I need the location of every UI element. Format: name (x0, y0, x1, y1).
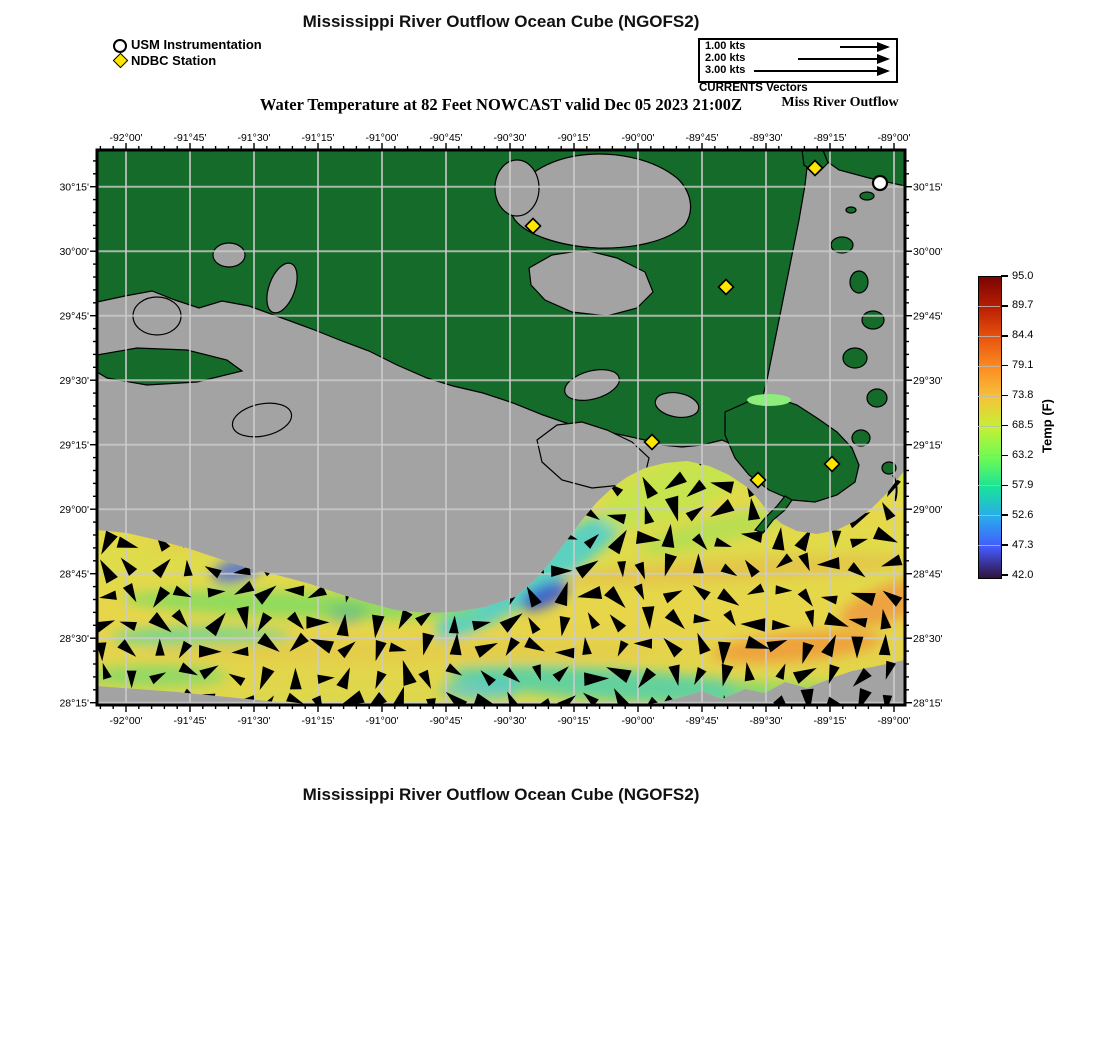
colorbar-tick-label: 73.8 (1012, 389, 1034, 402)
y-tick-label: 28°15' (59, 697, 89, 710)
y-tick-label: 29°45' (59, 310, 89, 323)
y-tick-label: 28°15' (913, 697, 943, 710)
vector-key-label: 1.00 kts (705, 40, 746, 52)
x-tick-label: -89°15' (813, 132, 847, 144)
y-tick-label: 30°00' (59, 246, 89, 258)
vector-key-arrowhead-icon (877, 54, 890, 64)
x-tick-label: -89°15' (813, 715, 847, 727)
current-vector-key-box (698, 38, 898, 83)
colorbar-tick-label: 52.6 (1012, 508, 1034, 521)
x-tick-label: -90°00' (621, 132, 655, 144)
vector-key-arrowhead-icon (877, 42, 890, 52)
usm-legend-marker-icon (113, 39, 127, 53)
page-title: Mississippi River Outflow Ocean Cube (NGOFS2) (302, 12, 700, 31)
colorbar-tick-label: 84.4 (1012, 329, 1034, 342)
usm-station-marker (873, 176, 887, 190)
colorbar-tick-label: 63.2 (1012, 448, 1034, 461)
vector-key-arrowhead-icon (877, 66, 890, 76)
x-tick-label: -91°00' (365, 715, 399, 727)
map-plot (59, 132, 943, 727)
x-tick-label: -91°00' (365, 132, 399, 144)
x-tick-label: -90°00' (621, 715, 655, 727)
x-tick-label: -91°45' (173, 132, 207, 144)
x-tick-label: -91°15' (301, 132, 335, 144)
y-tick-label: 29°00' (59, 504, 89, 516)
vector-key-label: 3.00 kts (705, 64, 746, 76)
usm-legend-label: USM Instrumentation (131, 37, 262, 52)
colorbar-tick-label: 68.5 (1012, 419, 1034, 431)
x-tick-label: -90°45' (429, 132, 463, 144)
x-tick-label: -90°15' (557, 715, 591, 727)
x-tick-label: -89°00' (877, 715, 911, 727)
x-tick-label: -90°30' (493, 132, 527, 144)
footer-title: Mississippi River Outflow Ocean Cube (NGOFS2) (302, 785, 700, 804)
y-tick-label: 28°30' (59, 633, 89, 645)
y-tick-label: 29°30' (59, 375, 89, 387)
colorbar-tick-label: 89.7 (1012, 299, 1034, 312)
x-tick-label: -89°30' (749, 715, 783, 727)
y-tick-label: 29°45' (913, 310, 943, 323)
colorbar-tick-label: 79.1 (1012, 359, 1034, 372)
x-tick-label: -90°30' (493, 715, 527, 727)
y-tick-label: 29°30' (913, 375, 943, 387)
colorbar-title: Temp (F) (1039, 399, 1055, 453)
x-tick-label: -91°30' (237, 715, 271, 727)
x-tick-label: -89°30' (749, 132, 783, 144)
vector-key-row (700, 41, 896, 52)
x-tick-label: -89°45' (685, 132, 719, 144)
vector-key-row (700, 53, 896, 64)
map-subtitle: Water Temperature at 82 Feet NOWCAST valid Dec 05 2023 21:00Z (259, 95, 743, 114)
vector-key-row (700, 65, 896, 76)
y-tick-label: 30°00' (913, 246, 943, 258)
x-tick-label: -89°45' (685, 715, 719, 727)
colorbar-tick-label: 42.0 (1012, 568, 1034, 581)
y-tick-label: 29°00' (913, 504, 943, 516)
y-tick-label: 28°45' (59, 568, 89, 581)
region-label: Miss River Outflow (781, 95, 899, 110)
ndbc-legend-marker-icon (113, 53, 129, 69)
ndbc-legend-label: NDBC Station (131, 53, 217, 68)
y-tick-label: 30°15' (913, 181, 943, 194)
colorbar-tick-label: 57.9 (1012, 478, 1034, 491)
x-tick-label: -90°45' (429, 715, 463, 727)
y-tick-label: 29°15' (913, 439, 943, 452)
x-tick-label: -91°45' (173, 715, 207, 727)
x-tick-label: -90°15' (557, 132, 591, 144)
colorbar-tick-label: 47.3 (1012, 538, 1034, 551)
x-tick-label: -92°00' (109, 715, 143, 727)
y-tick-label: 28°45' (913, 568, 943, 581)
x-tick-label: -91°30' (237, 132, 271, 144)
colorbar-tick-label: 95.0 (1012, 269, 1034, 282)
y-tick-label: 29°15' (59, 439, 89, 452)
x-tick-label: -92°00' (109, 132, 143, 144)
x-tick-label: -91°15' (301, 715, 335, 727)
vector-key-label: 2.00 kts (705, 52, 746, 64)
y-tick-label: 30°15' (59, 181, 89, 194)
x-tick-label: -89°00' (877, 132, 911, 144)
y-tick-label: 28°30' (913, 633, 943, 645)
colorbar (978, 276, 1002, 579)
vector-key-caption: CURRENTS Vectors (699, 82, 808, 94)
